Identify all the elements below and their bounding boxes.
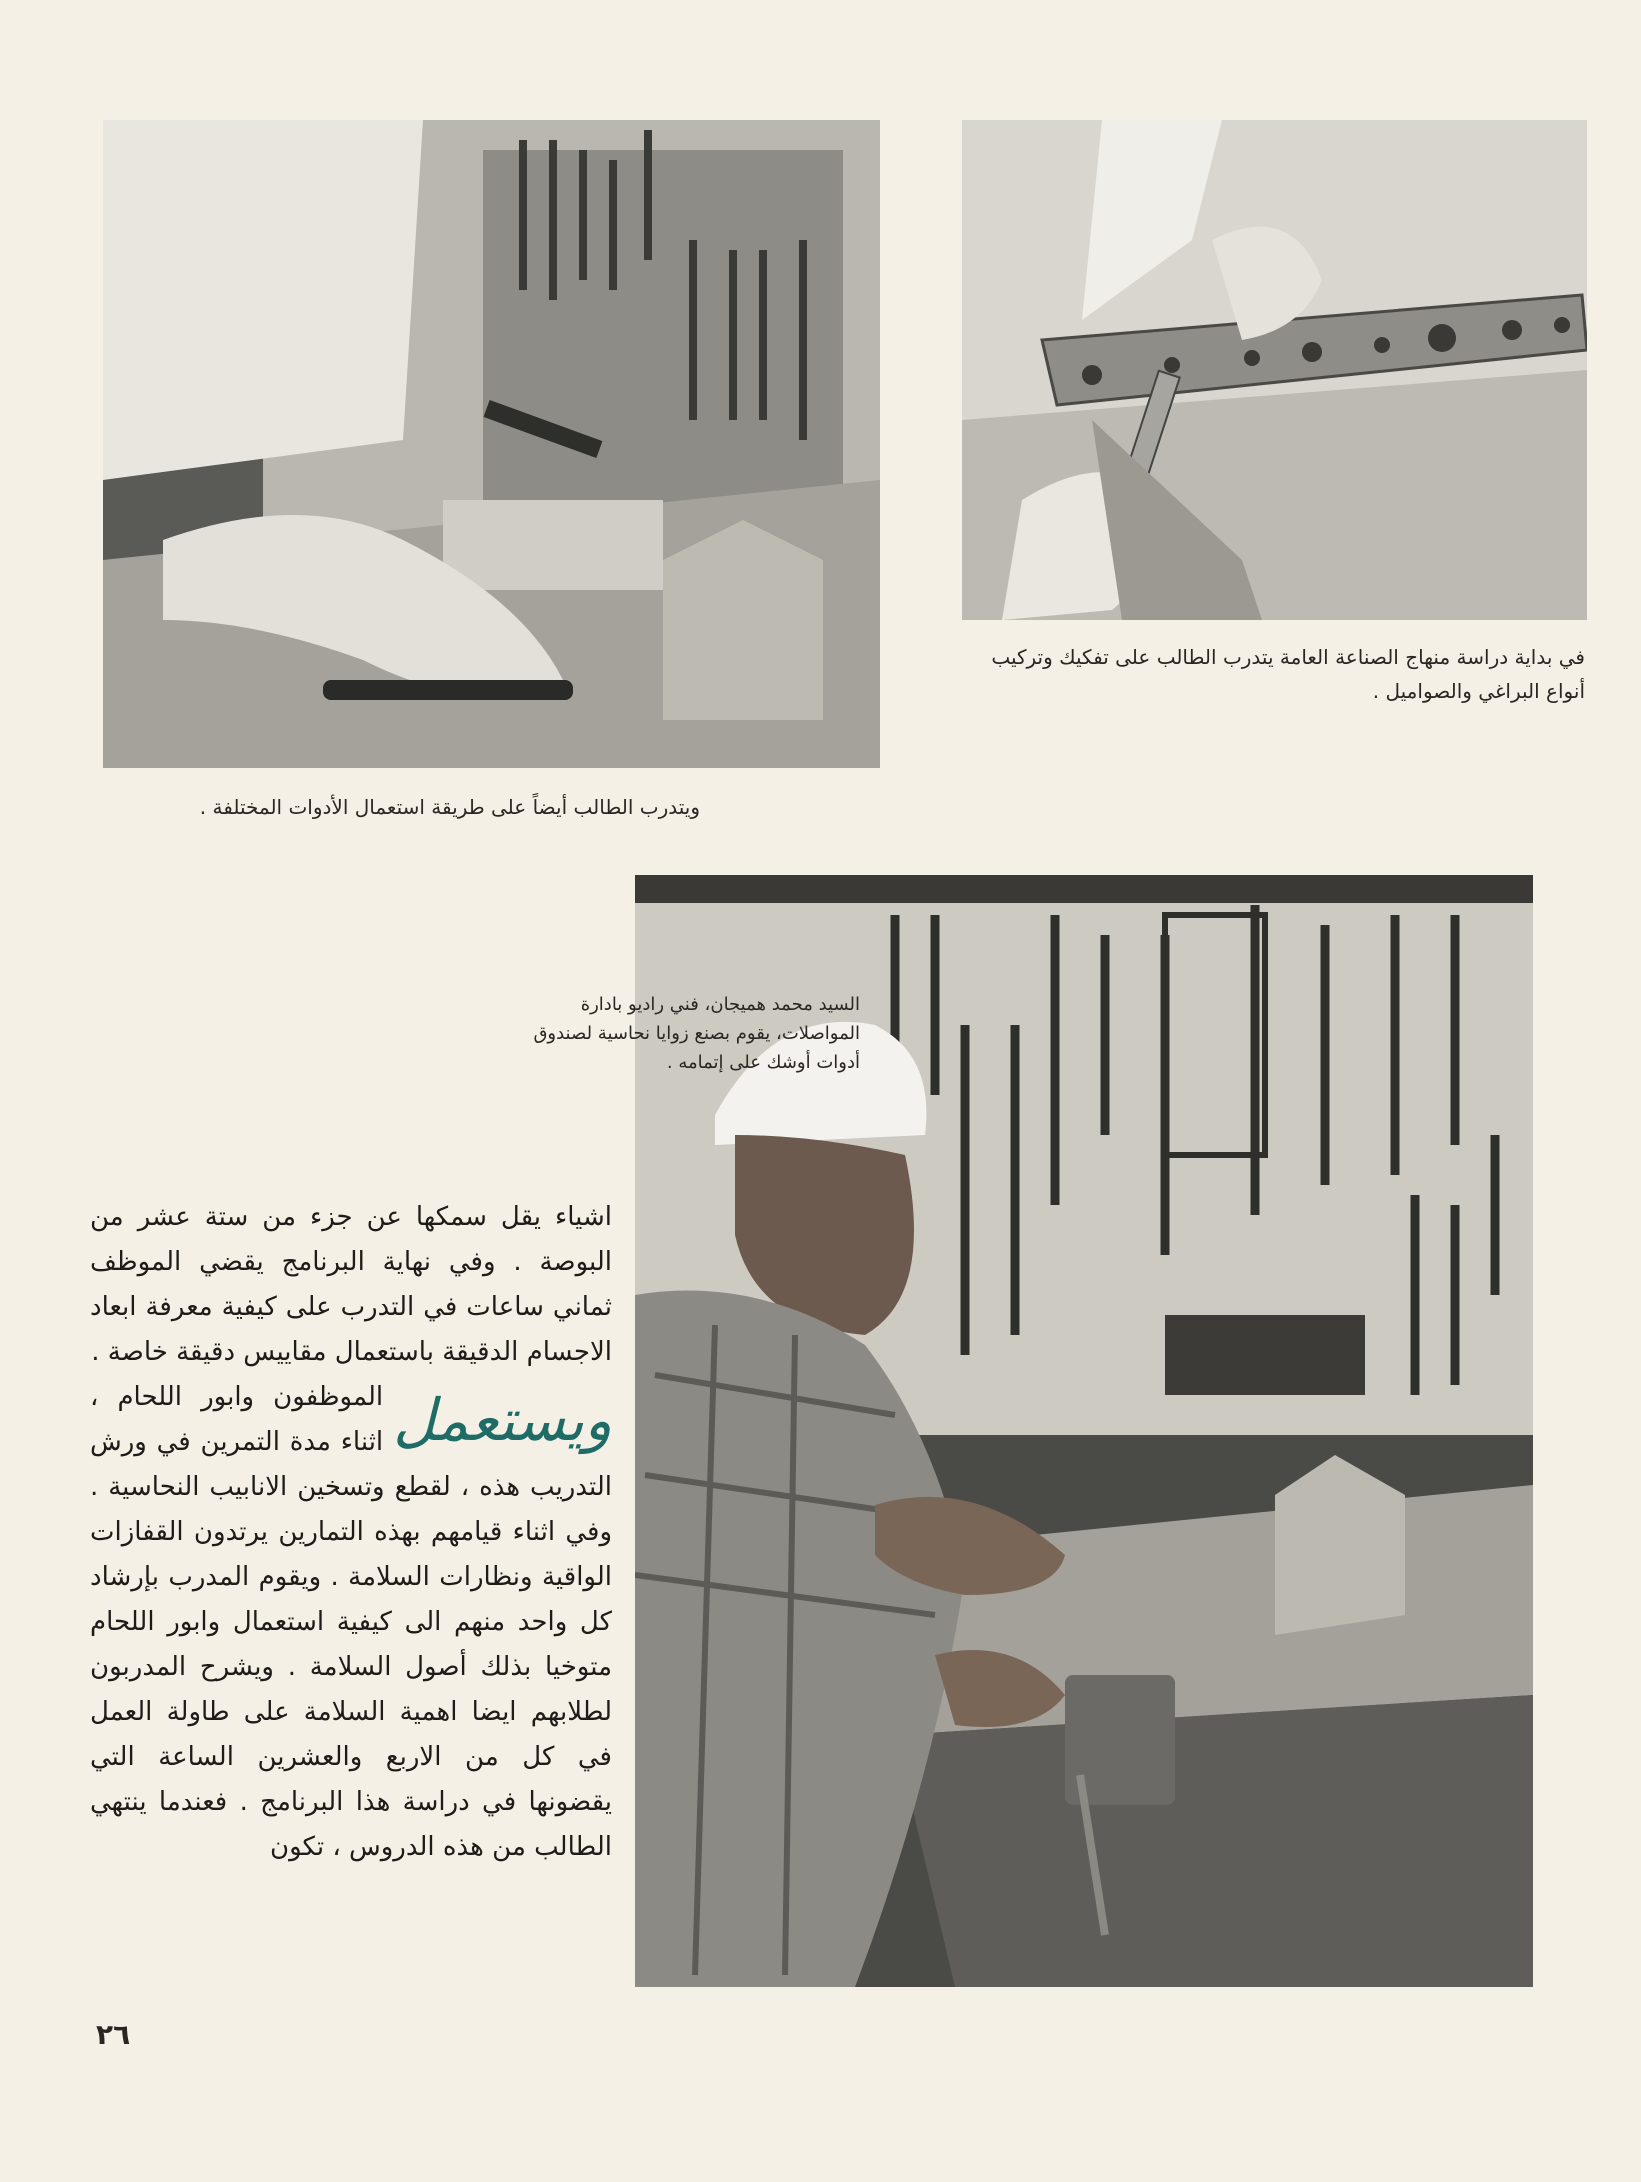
workshop-square-tool-photo [103,120,880,768]
article-body [90,1195,612,1870]
page-number: ٢٦ [96,2018,131,2051]
caption-tools-usage: ويتدرب الطالب أيضاً على طريقة استعمال الأدوات المختلفة . [199,795,700,819]
caption-radio-technician: السيد محمد هميجان، فني راديو بادارة المواصلات، يقوم بصنع زوايا نحاسية لصندوق أدوات أوشك على إتمامه . [533,994,860,1073]
article-paragraph-1: اشياء يقل سمكها عن جزء من ستة عشر من البوصة . وفي نهاية البرنامج يقضي الموظف ثماني ساعات في التدرب على كيفية معرفة ابعاد الاجسام الدقيقة باستعمال مقاييس دقيقة خاصة . [90,1202,612,1367]
caption-bolts-training: في بداية دراسة منهاج الصناعة العامة يتدرب الطالب على تفكيك وتركيب أنواع البراغي والصواميل . [991,645,1585,703]
wrench-bolts-bar-photo [962,120,1587,620]
drop-cap-word: ويستعمل [393,1386,612,1454]
article-paragraph-2 [90,1375,612,1870]
article-paragraph-2-text: الموظفون وابور اللحام ، اثناء مدة التمرين في ورش التدريب هذه ، لقطع وتسخين الانابيب النحاسية . وفي اثناء قيامهم بهذه التمارين يرتدون القفازات الواقية ونظارات السلامة . ويقوم المدرب بإرشاد كل واحد منهم الى كيفية استعمال وابور اللحام متوخيا بذلك أصول السلامة . ويشرح المدربون لطلابهم ايضا اهمية السلامة على طاولة العمل في كل من الاربع والعشرين الساعة التي يقضونها في دراسة هذا البرنامج . فعندما ينتهي الطالب من هذه الدروس ، تكون [90,1382,612,1862]
